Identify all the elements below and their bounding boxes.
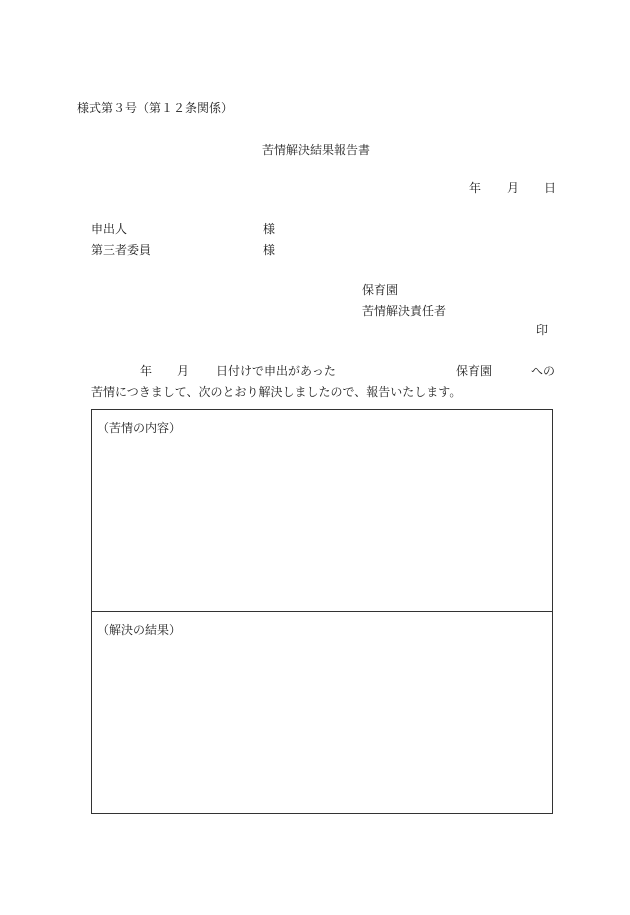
complaint-section-label: （苦情の内容）	[97, 421, 182, 435]
body-date-suffix: 日付けで申出があった	[216, 364, 336, 378]
sender-responsible-label: 苦情解決責任者	[362, 304, 447, 318]
date-year-label: 年	[469, 181, 482, 195]
seal-mark: 印	[536, 323, 549, 337]
date-month-label: 月	[507, 181, 520, 195]
resolution-section-label: （解決の結果）	[97, 623, 182, 637]
body-year-label: 年	[140, 364, 153, 378]
addressee-applicant-honorific: 様	[263, 222, 276, 236]
report-box	[91, 409, 553, 814]
section-divider	[92, 611, 552, 612]
body-to-label: への	[531, 364, 556, 378]
body-line-2: 苦情につきまして、次のとおり解決しましたので、報告いたします。	[91, 385, 462, 399]
document-title: 苦情解決結果報告書	[262, 143, 371, 157]
body-nursery-label: 保育園	[456, 364, 493, 378]
form-number: 様式第３号（第１２条関係）	[77, 101, 234, 115]
addressee-third-party-honorific: 様	[263, 243, 276, 257]
body-month-label: 月	[177, 364, 190, 378]
sender-nursery-label: 保育園	[362, 283, 399, 297]
addressee-third-party-label: 第三者委員	[91, 243, 152, 257]
date-day-label: 日	[544, 181, 557, 195]
addressee-applicant-label: 申出人	[91, 222, 128, 236]
